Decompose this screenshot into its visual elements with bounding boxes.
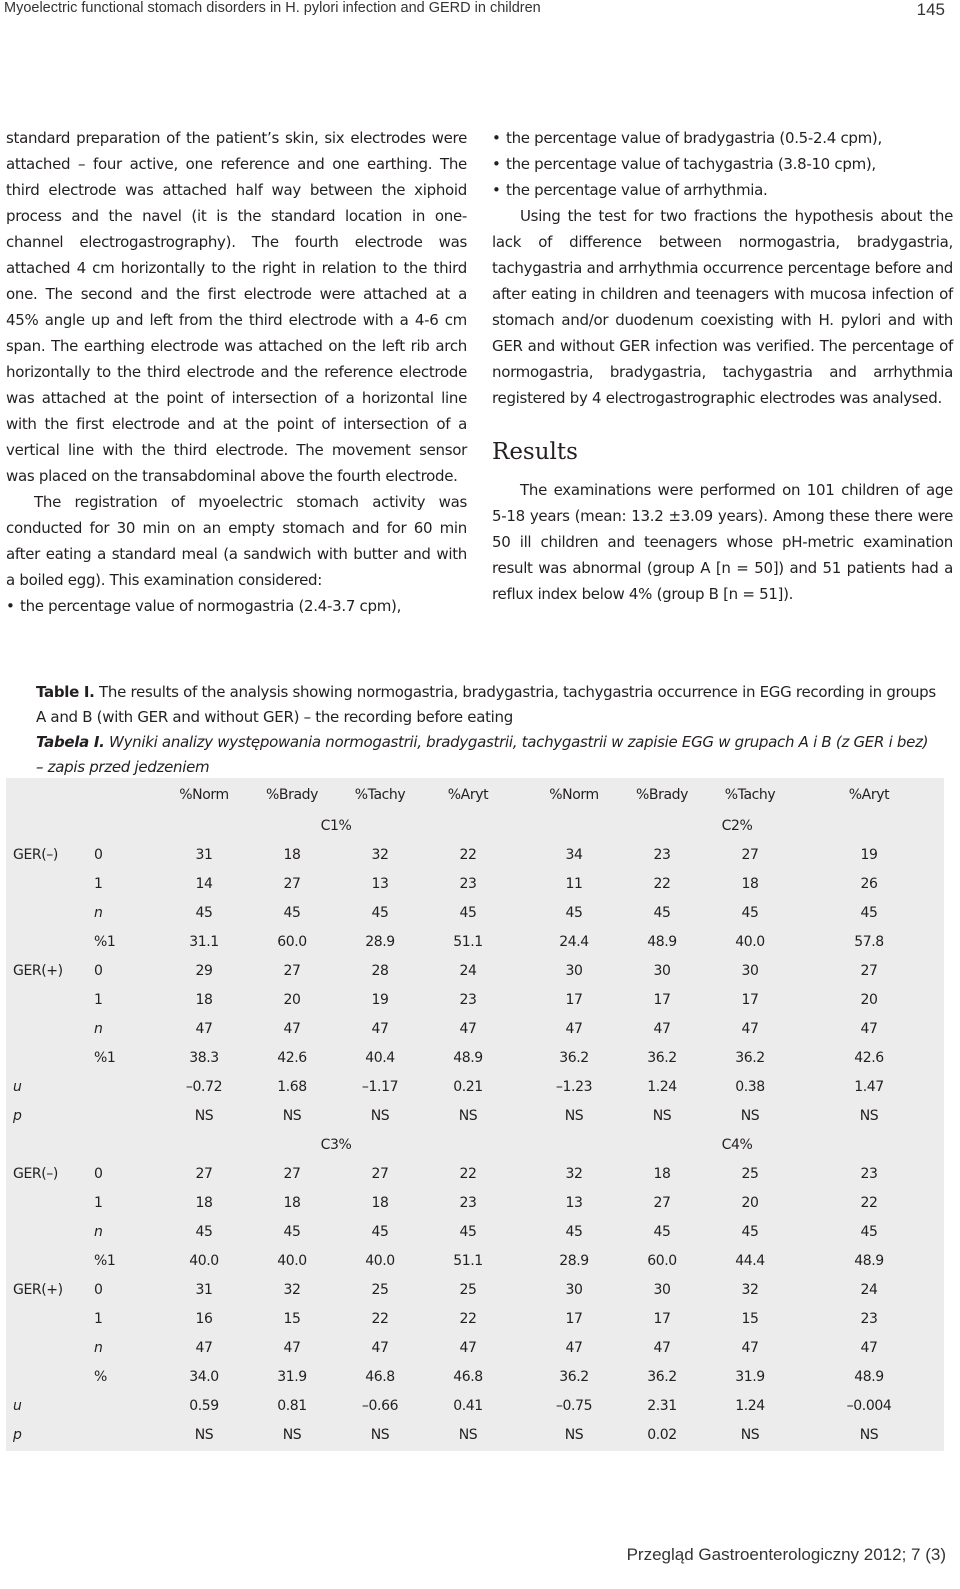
table-cell: 31.9 [735,1368,765,1385]
page-number: 145 [916,0,945,19]
table-cell: 27 [371,1165,389,1182]
table-cell: 36.2 [559,1049,589,1066]
table-cell: NS [282,1426,302,1443]
row-group-label [6,927,94,956]
table-cell: 16 [195,1310,213,1327]
table-cell: 0.38 [735,1078,765,1095]
table-cell: 36.2 [647,1368,677,1385]
table-cell: 28.9 [559,1252,589,1269]
table-cell: 22 [459,1165,477,1182]
table-cell: 28 [371,962,389,979]
bullet-item: • the percentage value of bradygastria (0.5-2.4 cpm), [492,125,953,151]
row-sub-label: n [94,904,103,921]
table-cell: NS [652,1107,672,1124]
table-cell: 40.0 [365,1252,395,1269]
table-cell: 47 [283,1339,301,1356]
column-header: %Tachy [354,786,406,803]
table-cell: 13 [371,875,389,892]
table-cell: 19 [371,991,389,1008]
column-header: %Brady [265,786,318,803]
body-paragraph: Using the test for two fractions the hypothesis about the lack of difference between normogastria, bradygastria, tachygastria and arrhythmia occurrence percentage before and after eating in children and teenagers with mucosa infection of stomach and/or duodenum coexisting with H. pylori and with GER and without GER infection was verified. The percentage of normogastria, bradygastria, tachygastria and arrhythmia registered by 4 electrogastrographic electrodes was analysed. [492,207,953,407]
table-cell: 47 [741,1339,759,1356]
table-cell: 45 [283,1223,301,1240]
table-cell: 47 [195,1020,213,1037]
row-sub-label: %1 [94,1252,116,1269]
table-cell: 36.2 [735,1049,765,1066]
row-group-label: u [13,1397,22,1414]
table-cell: NS [370,1107,390,1124]
caption-text-en: The results of the analysis showing normogastria, bradygastria, tachygastria occurrence in EGG recording in groups A and B (with GER and without GER) – the recording before eating [36,683,936,726]
table-cell: 27 [283,962,301,979]
row-group-label [6,1217,94,1246]
table-row [6,1391,944,1420]
table-cell: 40.0 [277,1252,307,1269]
caption-text-pl: Wyniki analizy występowania normogastrii, bradygastrii, tachygastrii w zapisie EGG w grupach A i B (z GER i bez) – zapis przed jedzeniem [36,733,929,776]
row-sub-label: 0 [94,1281,103,1298]
table-cell: 47 [860,1020,878,1037]
column-header: %Norm [179,786,229,803]
table-cell: 46.8 [365,1368,395,1385]
table-cell-spacer [512,778,530,811]
table-cell: 22 [459,1310,477,1327]
table-row [6,927,944,956]
table-cell: 17 [565,991,583,1008]
table-row [6,1246,944,1275]
table-cell: 0.41 [453,1397,483,1414]
table-cell: –0.66 [361,1397,399,1414]
table-cell: 45 [459,1223,477,1240]
row-group-label: GER(–) [13,846,58,863]
row-group-label: GER(+) [13,1281,63,1298]
table-cell-empty [6,778,160,811]
table-cell: 0.81 [277,1397,307,1414]
table-cell: 23 [860,1310,878,1327]
table-cell: 48.9 [453,1049,483,1066]
row-group-label [6,1304,94,1333]
table-cell: 27 [283,1165,301,1182]
table-cell: 47 [653,1339,671,1356]
table-cell: 30 [653,1281,671,1298]
table-cell: 17 [565,1310,583,1327]
table-cell: 23 [459,991,477,1008]
table-header-row [6,778,944,811]
table-row [6,840,944,869]
section-heading-results: Results [492,439,578,465]
block-label-left: C3% [320,1136,352,1153]
table-cell: 48.9 [854,1252,884,1269]
table-cell: 28.9 [365,933,395,950]
running-header-title: Myoelectric functional stomach disorders in H. pylori infection and GERD in children [4,0,541,16]
table-cell: 27 [283,875,301,892]
table-cell: 20 [283,991,301,1008]
table-cell: 51.1 [453,1252,483,1269]
row-sub-label: 0 [94,1165,103,1182]
row-group-label: GER(+) [13,962,63,979]
table-cell: 45 [459,904,477,921]
table-cell-spacer [512,1304,530,1333]
table-cell: 36.2 [559,1368,589,1385]
table-cell: NS [282,1107,302,1124]
column-header: %Tachy [724,786,776,803]
table-cell: 19 [860,846,878,863]
column-header: %Norm [549,786,599,803]
table-cell: 45 [860,1223,878,1240]
table-cell: 40.0 [189,1252,219,1269]
table-cell: 30 [653,962,671,979]
table-cell: 48.9 [854,1368,884,1385]
table-cell-spacer [512,985,530,1014]
table-cell: 1.68 [277,1078,307,1095]
table-cell: 0.59 [189,1397,219,1414]
row-group-label: GER(–) [13,1165,58,1182]
table-cell: 20 [741,1194,759,1211]
table-cell: 24 [459,962,477,979]
table-cell: 22 [860,1194,878,1211]
table-row [6,1304,944,1333]
row-group-label [6,1014,94,1043]
table-cell: 57.8 [854,933,884,950]
table-cell-spacer [512,1014,530,1043]
row-sub-label: 0 [94,962,103,979]
table-cell: 0.21 [453,1078,483,1095]
table-cell-spacer [512,1043,530,1072]
table-cell-spacer [512,1420,530,1449]
table-cell: –1.17 [361,1078,399,1095]
table-row [6,869,944,898]
row-sub-label: %1 [94,1049,116,1066]
block-label-left: C1% [320,817,352,834]
table-cell: 31.1 [189,933,219,950]
table-cell: 45 [195,1223,213,1240]
table-cell: 45 [195,904,213,921]
row-sub-label: 1 [94,875,103,892]
row-sub-label: 0 [94,846,103,863]
table-row [6,1159,944,1188]
row-group-label: p [13,1426,22,1443]
table-cell: 0.02 [647,1426,677,1443]
table-cell: 30 [565,1281,583,1298]
row-sub-label [94,1101,160,1130]
table-cell-spacer [512,1362,530,1391]
table-cell-empty [6,1130,160,1159]
table-cell-spacer [512,1217,530,1246]
table-cell: 11 [565,875,583,892]
table-cell-spacer [512,1130,530,1159]
table-cell: NS [458,1426,478,1443]
row-group-label: p [13,1107,22,1124]
table-cell: NS [564,1426,584,1443]
row-sub-label: %1 [94,933,116,950]
table-cell: 24.4 [559,933,589,950]
table-cell: 31 [195,1281,213,1298]
table-cell: 32 [283,1281,301,1298]
table-row [6,1333,944,1362]
table-cell: 23 [459,875,477,892]
table-cell-spacer [512,898,530,927]
table-cell: 38.3 [189,1049,219,1066]
table-cell: 45 [565,904,583,921]
table-cell: 60.0 [277,933,307,950]
table-row [6,1101,944,1130]
table-cell: 47 [860,1339,878,1356]
table-cell: 32 [371,846,389,863]
right-column [492,125,953,607]
table-cell: 51.1 [453,933,483,950]
table-cell: 15 [283,1310,301,1327]
row-group-label [6,1043,94,1072]
table-cell: 31.9 [277,1368,307,1385]
caption-label-en: Table I. [36,683,95,701]
table-cell: 45 [371,904,389,921]
table-cell: 23 [459,1194,477,1211]
table-cell: 45 [741,1223,759,1240]
table-cell: 17 [741,991,759,1008]
table-cell: 25 [459,1281,477,1298]
table-cell: 27 [741,846,759,863]
table-cell: 30 [741,962,759,979]
table-cell: 47 [195,1339,213,1356]
row-sub-label [94,1420,160,1449]
table-row [6,1014,944,1043]
table-cell: 47 [741,1020,759,1037]
caption-label-pl: Tabela I. [36,733,105,751]
table-cell: 47 [371,1020,389,1037]
table-cell: 47 [459,1020,477,1037]
table-cell: 40.0 [735,933,765,950]
table-cell-spacer [512,1101,530,1130]
table-cell: 47 [283,1020,301,1037]
table-row [6,1275,944,1304]
block-label-right: C2% [721,817,753,834]
table-row [6,1188,944,1217]
table-cell: 47 [653,1020,671,1037]
table-row [6,1043,944,1072]
row-sub-label: n [94,1020,103,1037]
table-cell: 45 [653,904,671,921]
table-cell-spacer [512,1391,530,1420]
table-cell: 42.6 [277,1049,307,1066]
table-cell: 31 [195,846,213,863]
table-cell: 18 [283,1194,301,1211]
table-cell: 17 [653,991,671,1008]
table-cell: 42.6 [854,1049,884,1066]
table-cell: 36.2 [647,1049,677,1066]
table-block-label-row [6,1130,944,1159]
left-column [6,125,467,619]
table-cell: 18 [283,846,301,863]
row-sub-label: 1 [94,1310,103,1327]
table-cell: 32 [741,1281,759,1298]
row-sub-label: 1 [94,1194,103,1211]
table-cell: 18 [371,1194,389,1211]
table-row [6,985,944,1014]
row-sub-label: % [94,1368,107,1385]
table-cell: 45 [860,904,878,921]
table-cell: 45 [565,1223,583,1240]
table-cell-spacer [512,956,530,985]
table-cell: 1.24 [647,1078,677,1095]
table-cell: NS [859,1107,879,1124]
table-row [6,1420,944,1449]
table-cell: 48.9 [647,933,677,950]
row-sub-label [94,1391,160,1420]
table-block-label-row [6,811,944,840]
table-cell: 25 [741,1165,759,1182]
table-cell-spacer [512,840,530,869]
table-cell: 45 [283,904,301,921]
table-cell: 29 [195,962,213,979]
table-cell: 20 [860,991,878,1008]
table-cell-spacer [512,869,530,898]
table-cell: 27 [653,1194,671,1211]
journal-footer: Przegląd Gastroenterologiczny 2012; 7 (3) [626,1545,946,1564]
table-cell: –0.004 [846,1397,892,1414]
table-cell: 45 [653,1223,671,1240]
table-cell: 45 [371,1223,389,1240]
column-header: %Aryt [848,786,890,803]
column-header: %Aryt [447,786,489,803]
table-cell-spacer [512,811,530,840]
table-cell: 32 [565,1165,583,1182]
table-cell: NS [859,1426,879,1443]
table-cell: 22 [371,1310,389,1327]
table-cell: 44.4 [735,1252,765,1269]
table-cell: 18 [195,1194,213,1211]
table-cell: NS [458,1107,478,1124]
bullet-item: • the percentage value of normogastria (2.4-3.7 cpm), [6,593,467,619]
table-cell: 47 [459,1339,477,1356]
results-table-panel [6,778,944,1451]
table-cell-spacer [512,1072,530,1101]
row-group-label [6,869,94,898]
table-cell: 46.8 [453,1368,483,1385]
table-cell-spacer [512,1159,530,1188]
row-sub-label: n [94,1223,103,1240]
table-cell: 23 [860,1165,878,1182]
row-group-label [6,1333,94,1362]
row-group-label [6,898,94,927]
table-cell: 25 [371,1281,389,1298]
table-cell: 47 [565,1020,583,1037]
column-header: %Brady [635,786,688,803]
table-cell: 18 [653,1165,671,1182]
table-cell: 2.31 [647,1397,677,1414]
table-cell: 15 [741,1310,759,1327]
body-paragraph: standard preparation of the patient’s skin, six electrodes were attached – four active, one reference and one earthing. The third electrode was attached half way between the xiphoid process and the navel (it is the standard location in one-channel electrogastrography). The fourth electrode was attached 4 cm horizontally to the right in relation to the third one. The second and the first electrode were attached at a 45% angle up and left from the third electrode with a 4-6 cm span. The earthing electrode was attached on the left rib arch horizontally to the third electrode and the reference electrode was attached at the point of intersection of a horizontal line with the first electrode and at the point of intersection of a vertical line with the third electrode. The movement sensor was placed on the transabdominal above the fourth electrode. [6,129,467,485]
table-cell-spacer [512,1246,530,1275]
table-row [6,956,944,985]
row-group-label [6,1362,94,1391]
table-cell-empty [6,811,160,840]
row-group-label [6,1246,94,1275]
table-row [6,1217,944,1246]
bullet-item: • the percentage value of tachygastria (3.8-10 cpm), [492,151,953,177]
body-paragraph: The registration of myoelectric stomach activity was conducted for 30 min on an empty stomach and for 60 min after eating a standard meal (a sandwich with butter and with a boiled egg). This examination considered: [6,493,467,589]
table-cell: NS [194,1426,214,1443]
table-cell: NS [740,1107,760,1124]
table-cell: –0.72 [185,1078,223,1095]
row-sub-label: 1 [94,991,103,1008]
bullet-item: • the percentage value of arrhythmia. [492,177,953,203]
table-cell: 1.47 [854,1078,884,1095]
table-cell: 22 [653,875,671,892]
table-cell-spacer [512,927,530,956]
table-cell: 27 [195,1165,213,1182]
table-cell: 34.0 [189,1368,219,1385]
row-sub-label [94,1072,160,1101]
table-cell: 45 [741,904,759,921]
table-cell: 26 [860,875,878,892]
table-row [6,898,944,927]
table-cell: NS [194,1107,214,1124]
row-group-label: u [13,1078,22,1095]
table-cell: –0.75 [555,1397,593,1414]
table-caption [36,680,936,780]
table-cell: 47 [371,1339,389,1356]
body-paragraph: The examinations were performed on 101 children of age 5-18 years (mean: 13.2 ±3.09 years). Among these there were 50 ill children and teenagers whose pH-metric examination result was abnormal (group A [n = 50]) and 51 patients had a reflux index below 4% (group B [n = 51]). [492,481,953,603]
table-cell: NS [740,1426,760,1443]
results-table [6,778,944,1449]
table-cell: 18 [741,875,759,892]
table-cell: 47 [565,1339,583,1356]
table-cell: 1.24 [735,1397,765,1414]
table-cell: 17 [653,1310,671,1327]
table-cell: 40.4 [365,1049,395,1066]
table-cell: 34 [565,846,583,863]
table-cell: NS [564,1107,584,1124]
row-group-label [6,985,94,1014]
table-cell: 13 [565,1194,583,1211]
table-row [6,1072,944,1101]
table-cell: 24 [860,1281,878,1298]
table-cell: –1.23 [555,1078,593,1095]
table-cell: 18 [195,991,213,1008]
table-cell-spacer [512,1275,530,1304]
table-row [6,1362,944,1391]
block-label-right: C4% [721,1136,753,1153]
table-cell: 30 [565,962,583,979]
row-group-label [6,1188,94,1217]
table-cell: 22 [459,846,477,863]
table-cell: 60.0 [647,1252,677,1269]
table-cell: 14 [195,875,213,892]
row-sub-label: n [94,1339,103,1356]
table-cell: 23 [653,846,671,863]
table-cell: 27 [860,962,878,979]
table-cell-spacer [512,1188,530,1217]
table-cell: NS [370,1426,390,1443]
table-cell-spacer [512,1333,530,1362]
